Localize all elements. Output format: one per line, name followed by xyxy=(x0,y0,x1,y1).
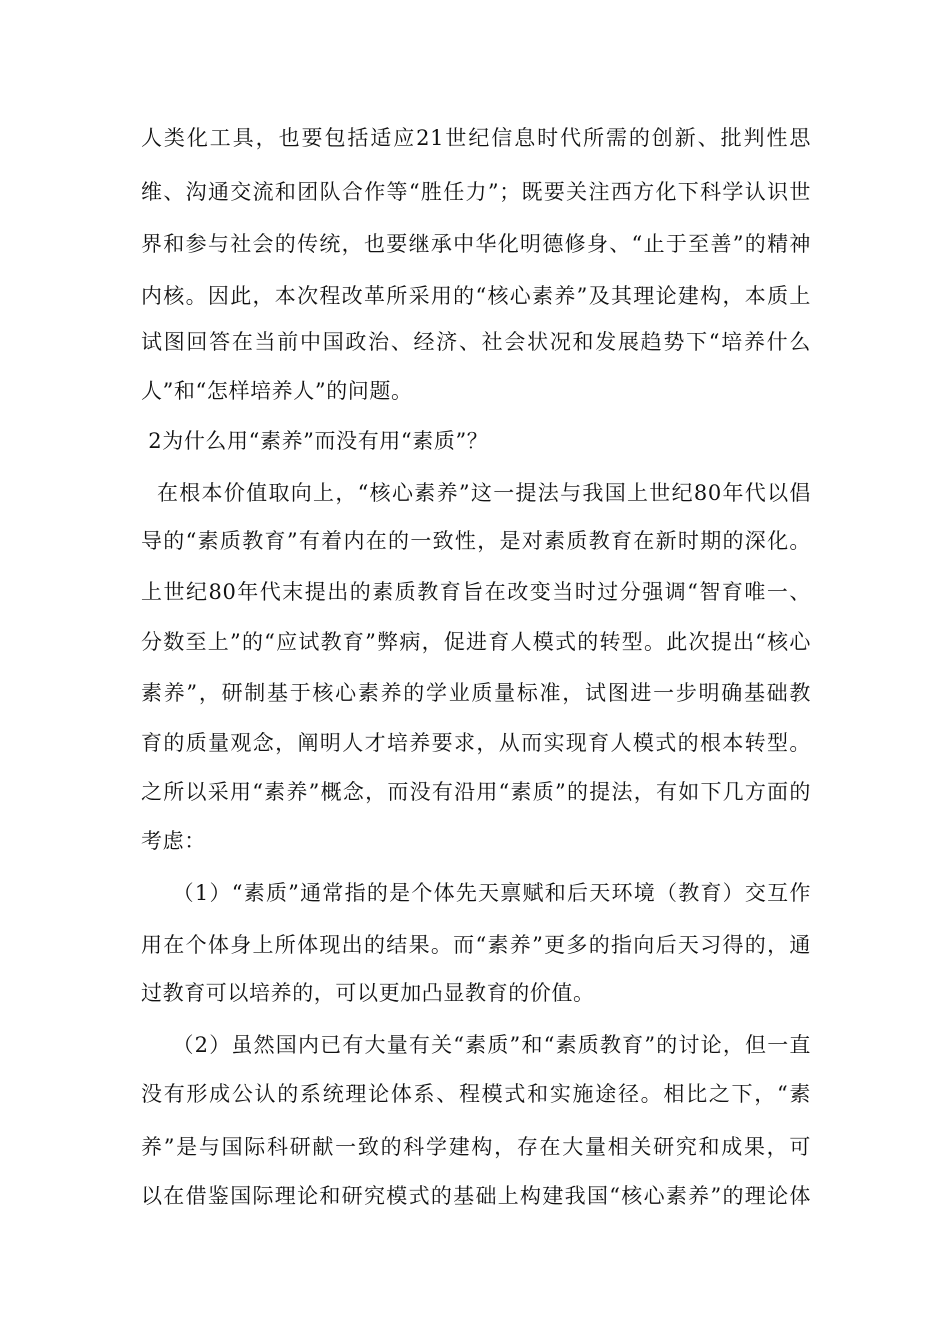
text-line: 人”和“怎样培养人”的问题。 xyxy=(141,379,413,403)
text-line: 之所以采用“素养”概念，而没有沿用“素质”的提法，有如下几方面的 xyxy=(141,780,811,804)
text-line: 人类化工具，也要包括适应21世纪信息时代所需的创新、批判性思 xyxy=(141,126,811,150)
text-line: 以在借鉴国际理论和研究模式的基础上构建我国“核心素养”的理论体 xyxy=(141,1184,811,1208)
text-line: 维、沟通交流和团队合作等“胜任力”；既要关注西方化下科学认识世 xyxy=(141,180,811,204)
text-line: （1）“素质”通常指的是个体先天禀赋和后天环境（教育）交互作 xyxy=(141,881,811,905)
text-line: 没有形成公认的系统理论体系、程模式和实施途径。相比之下，“素 xyxy=(141,1082,811,1106)
text-line: 用在个体身上所体现出的结果。而“素养”更多的指向后天习得的，通 xyxy=(141,933,811,957)
text-line: 界和参与社会的传统，也要继承中华化明德修身、“止于至善”的精神 xyxy=(141,232,811,256)
text-line: 素养”，研制基于核心素养的学业质量标准，试图进一步明确基础教 xyxy=(141,681,811,705)
text-line: 内核。因此，本次程改革所采用的“核心素养”及其理论建构，本质上 xyxy=(141,284,811,308)
text-line: 育的质量观念，阐明人才培养要求，从而实现育人模式的根本转型。 xyxy=(141,731,811,755)
section-heading: 2为什么用“素养”而没有用“素质”？ xyxy=(141,429,489,453)
text-line: 导的“素质教育”有着内在的一致性，是对素质教育在新时期的深化。 xyxy=(141,529,811,553)
text-line: 在根本价值取向上，“核心素养”这一提法与我国上世纪80年代以倡 xyxy=(141,481,811,505)
text-line: 分数至上”的“应试教育”弊病，促进育人模式的转型。此次提出“核心 xyxy=(141,630,811,654)
text-line: 过教育可以培养的，可以更加凸显教育的价值。 xyxy=(141,981,595,1005)
text-line: （2）虽然国内已有大量有关“素质”和“素质教育”的讨论，但一直 xyxy=(141,1033,811,1057)
text-line: 养”是与国际科研献一致的科学建构，存在大量相关研究和成果，可 xyxy=(141,1135,811,1159)
text-line: 试图回答在当前中国政治、经济、社会状况和发展趋势下“培养什么 xyxy=(141,330,811,354)
text-line: 上世纪80年代末提出的素质教育旨在改变当时过分强调“智育唯一、 xyxy=(141,580,811,604)
text-line: 考虑： xyxy=(141,829,206,853)
